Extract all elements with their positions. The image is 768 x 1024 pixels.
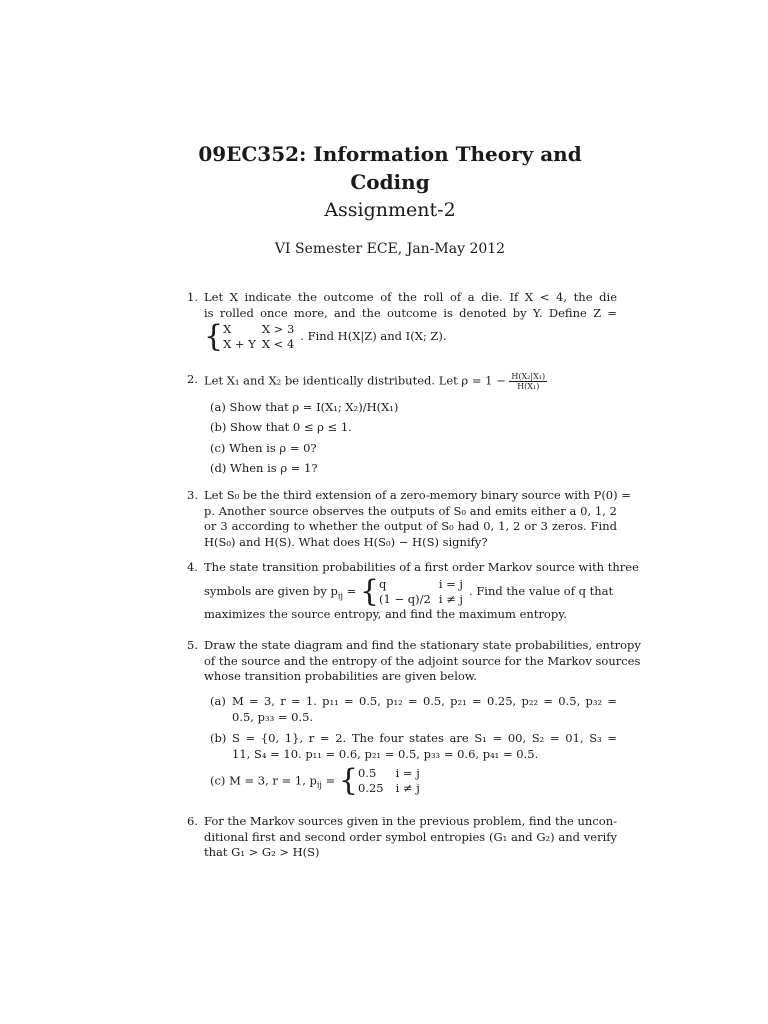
subscript: ij (337, 590, 343, 600)
part-label: (b) (210, 420, 227, 434)
part-b-line-1: S = {0, 1}, r = 2. The four states are S₁ = 00, S₂ = 01, S₃ = (232, 731, 617, 745)
part-d (210, 461, 318, 477)
part-label: (a) (210, 400, 226, 414)
question-2-text: Let X₁ and X₂ be identically distributed. Let ρ = 1 − (204, 373, 506, 388)
part-label: (c) (210, 773, 226, 788)
equals-sign: = (342, 583, 357, 598)
part-a-line-1: M = 3, r = 1. p₁₁ = 0.5, p₁₂ = 0.5, p₂₁ = 0.25, p₂₂ = 0.5, p₃₂ = (232, 694, 617, 708)
case-value: q (379, 576, 387, 591)
document-title (190, 140, 590, 196)
case-condition: i = j (395, 766, 420, 780)
part-b (210, 420, 352, 436)
question-number: 5. (187, 638, 198, 652)
piecewise-pij (379, 577, 469, 607)
case-condition: X < 4 (261, 337, 295, 351)
part-text: When is ρ = 1? (230, 461, 318, 475)
question-5-line-1: Draw the state diagram and find the stationary state probabilities, entropy (204, 638, 641, 652)
question-1-line-2: is rolled once more, and the outcome is denoted by Y. Define Z = (204, 305, 617, 320)
question-4-tail: . Find the value of q that (469, 583, 614, 598)
question-2-stem (204, 372, 617, 391)
part-c (210, 441, 317, 457)
case-condition: i = j (438, 576, 464, 591)
question-3-line-1: Let S₀ be the third extension of a zero-memory binary source with P(0) = (204, 488, 631, 502)
question-5-line-2: of the source and the entropy of the adjoint source for the Markov sources (204, 653, 641, 668)
case-value: 0.25 (357, 781, 384, 795)
question-3-line-4: H(S₀) and H(S). What does H(S₀) − H(S) signify? (204, 534, 488, 549)
question-6-line-1: For the Markov sources given in the previous problem, find the uncon- (204, 814, 617, 828)
fraction (509, 372, 547, 391)
question-number: 1. (187, 290, 198, 304)
title-line-1: 09EC352: Information Theory and (198, 142, 582, 166)
semester-line: VI Semester ECE, Jan-May 2012 (274, 241, 506, 257)
case-value: X + Y (223, 337, 256, 351)
part-b-label: (b) (210, 731, 227, 745)
part-text: Show that 0 ≤ ρ ≤ 1. (230, 420, 352, 434)
part-a-label: (a) (210, 694, 226, 708)
fraction-numerator: H(X₂|X₁) (511, 372, 546, 381)
part-b-line-2: 11, S₄ = 10. p₁₁ = 0.6, p₂₁ = 0.5, p₃₃ = 0.6, p₄₁ = 0.5. (232, 747, 539, 761)
part-text: When is ρ = 0? (229, 441, 317, 455)
document-subtitle: Assignment-2 (324, 199, 456, 221)
left-brace: { (204, 319, 224, 354)
question-6-line-2: ditional first and second order symbol entropies (G₁ and G₂) and verify (204, 829, 617, 844)
part-c (210, 763, 426, 798)
left-brace: { (359, 573, 380, 609)
case-condition: i ≠ j (438, 591, 464, 606)
question-5-line-3: whose transition probabilities are given below. (204, 669, 477, 683)
question-1-tail: . Find H(X|Z) and I(X; Z). (300, 329, 447, 343)
question-3-line-2: p. Another source observes the outputs of S₀ and emits either a 0, 1, 2 (204, 503, 617, 518)
part-label: (c) (210, 441, 226, 455)
question-4-line-1: The state transition probabilities of a first order Markov source with three (204, 560, 639, 574)
question-4-line-3: maximizes the source entropy, and find the maximum entropy. (204, 606, 567, 621)
case-value: 0.5 (357, 766, 377, 780)
part-text: Show that ρ = I(X₁; X₂)/H(X₁) (229, 400, 399, 414)
question-3-line-3: or 3 according to whether the output of S₀ had 0, 1, 2 or 3 zeros. Find (204, 519, 617, 533)
question-number: 3. (187, 488, 198, 502)
part-a-line-2: 0.5, p₃₃ = 0.5. (232, 710, 314, 724)
piecewise-pij-c (358, 766, 426, 796)
equals-sign: = (321, 773, 336, 788)
case-condition: i ≠ j (395, 781, 420, 795)
question-6-line-3: that G₁ > G₂ > H(S) (204, 845, 320, 859)
question-1-line-1: Let X indicate the outcome of the roll of a die. If X < 4, the die (204, 290, 617, 304)
fraction-denominator: H(X₁) (517, 382, 540, 391)
part-label: (d) (210, 461, 227, 475)
part-a (210, 400, 398, 416)
title-line-2: Coding (350, 170, 430, 194)
question-4-line-2 (204, 573, 617, 609)
left-brace: { (338, 763, 358, 798)
question-number: 6. (187, 814, 198, 828)
case-condition: X > 3 (261, 322, 295, 336)
question-4-text: symbols are given by p (204, 583, 338, 598)
question-number: 4. (187, 560, 198, 574)
question-1-piecewise-line (204, 319, 617, 354)
piecewise-z (223, 322, 300, 352)
subscript: ij (316, 780, 322, 790)
part-text: M = 3, r = 1, p (229, 773, 317, 788)
case-value: X (223, 322, 232, 336)
case-value: (1 − q)/2 (379, 591, 431, 606)
question-number: 2. (187, 372, 198, 386)
